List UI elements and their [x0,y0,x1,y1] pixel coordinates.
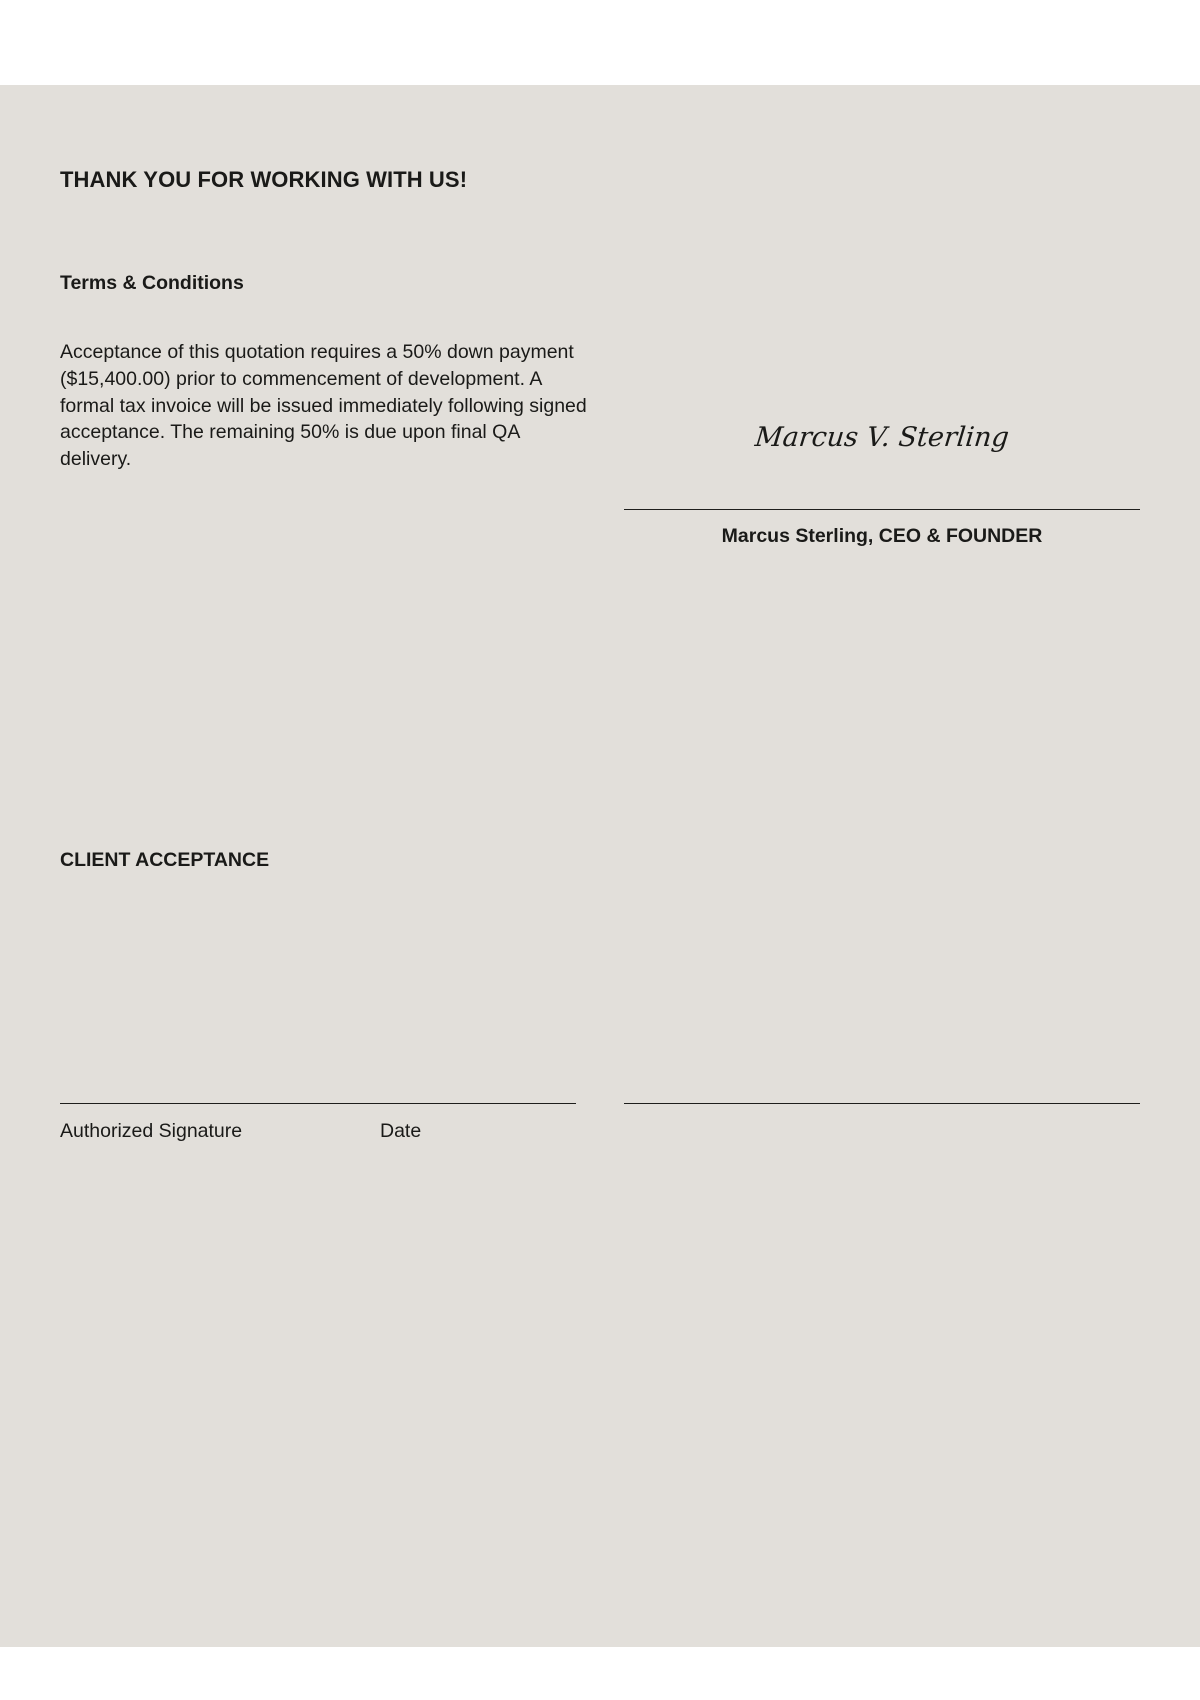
terms-body: Acceptance of this quotation requires a 50% down payment ($15,400.00) prior to commencement of development. A formal tax invoice will be issued immediately following signed acceptance. The remaining 50% is due upon final QA delivery. [60,341,587,471]
signer-name-title: Marcus Sterling, CEO & FOUNDER [721,525,1043,547]
client-acceptance-heading: CLIENT ACCEPTANCE [60,849,270,871]
date-label: Date [380,1120,422,1142]
terms-heading: Terms & Conditions [60,272,244,294]
signature-image: Marcus V. Sterling [753,422,1011,453]
authorized-signature-label: Authorized Signature [60,1120,243,1142]
signer-signature-line [624,509,1140,510]
client-extra-line [624,1103,1140,1104]
client-signature-line [60,1103,576,1104]
thank-you-heading: THANK YOU FOR WORKING WITH US! [60,167,468,192]
document-page [0,85,1200,1647]
